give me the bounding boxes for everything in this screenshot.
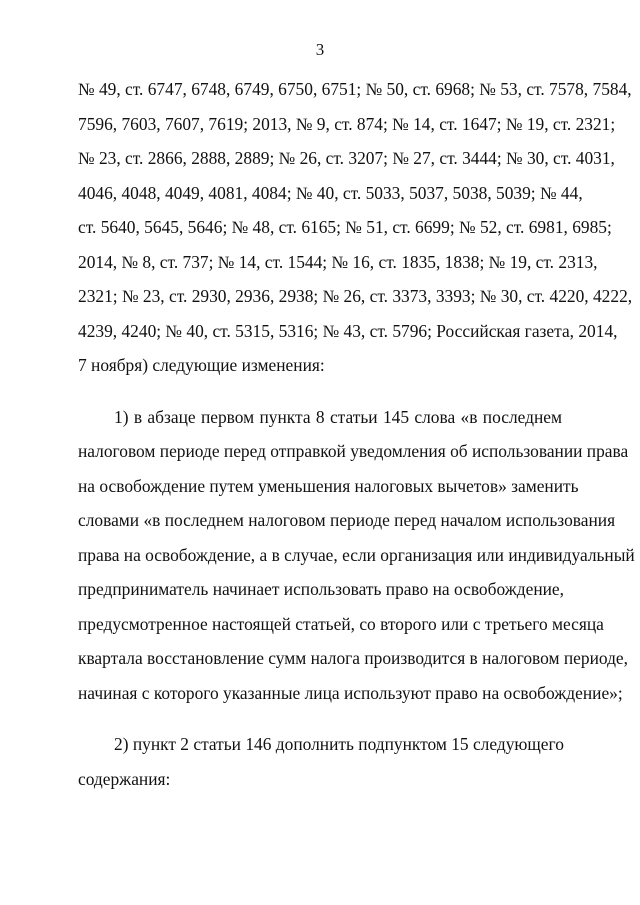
- text-line: начиная с которого указанные лица используют право на освобождение»;: [78, 682, 623, 703]
- text-line: квартала восстановление сумм налога производится в налоговом периоде,: [78, 648, 629, 668]
- text-line: ст. 5640, 5645, 5646; № 48, ст. 6165; № 51, ст. 6699; № 52, ст. 6981, 6985;: [78, 217, 612, 237]
- text-line: 2321; № 23, ст. 2930, 2936, 2938; № 26, ст. 3373, 3393; № 30, ст. 4220, 4222,: [78, 286, 633, 306]
- text-line: предусмотренное настоящей статьей, со второго или с третьего месяца: [78, 613, 604, 634]
- item-1-paragraph: [78, 400, 635, 711]
- text-line: содержания:: [78, 768, 171, 789]
- text-line: 4239, 4240; № 40, ст. 5315, 5316; № 43, ст. 5796; Российская газета, 2014,: [78, 320, 618, 341]
- intro-paragraph: [78, 72, 633, 383]
- text-line: налоговом периоде перед отправкой уведомления об использовании права: [78, 441, 629, 461]
- text-line: права на освобождение, а в случае, если организация или индивидуальный: [78, 544, 635, 565]
- text-line: № 49, ст. 6747, 6748, 6749, 6750, 6751; № 50, ст. 6968; № 53, ст. 7578, 7584,: [78, 79, 632, 99]
- text-line: 1) в абзаце первом пункта 8 статьи 145 слова «в последнем: [114, 406, 562, 427]
- text-line: на освобождение путем уменьшения налоговых вычетов» заменить: [78, 475, 579, 496]
- text-line: 2) пункт 2 статьи 146 дополнить подпунктом 15 следующего: [114, 734, 564, 754]
- document-body: [78, 72, 635, 796]
- page-number: 3: [315, 40, 325, 59]
- text-line: 2014, № 8, ст. 737; № 14, ст. 1544; № 16, ст. 1835, 1838; № 19, ст. 2313,: [78, 251, 598, 272]
- text-line: 7596, 7603, 7607, 7619; 2013, № 9, ст. 874; № 14, ст. 1647; № 19, ст. 2321;: [78, 113, 616, 134]
- text-line: 7 ноября) следующие изменения:: [78, 355, 325, 375]
- text-line: словами «в последнем налоговом периоде перед началом использования: [78, 510, 616, 530]
- text-line: № 23, ст. 2866, 2888, 2889; № 26, ст. 3207; № 27, ст. 3444; № 30, ст. 4031,: [78, 148, 615, 168]
- item-2-paragraph: [78, 727, 562, 796]
- text-line: 4046, 4048, 4049, 4081, 4084; № 40, ст. 5033, 5037, 5038, 5039; № 44,: [78, 182, 583, 203]
- text-line: предприниматель начинает использовать право на освобождение,: [78, 579, 565, 599]
